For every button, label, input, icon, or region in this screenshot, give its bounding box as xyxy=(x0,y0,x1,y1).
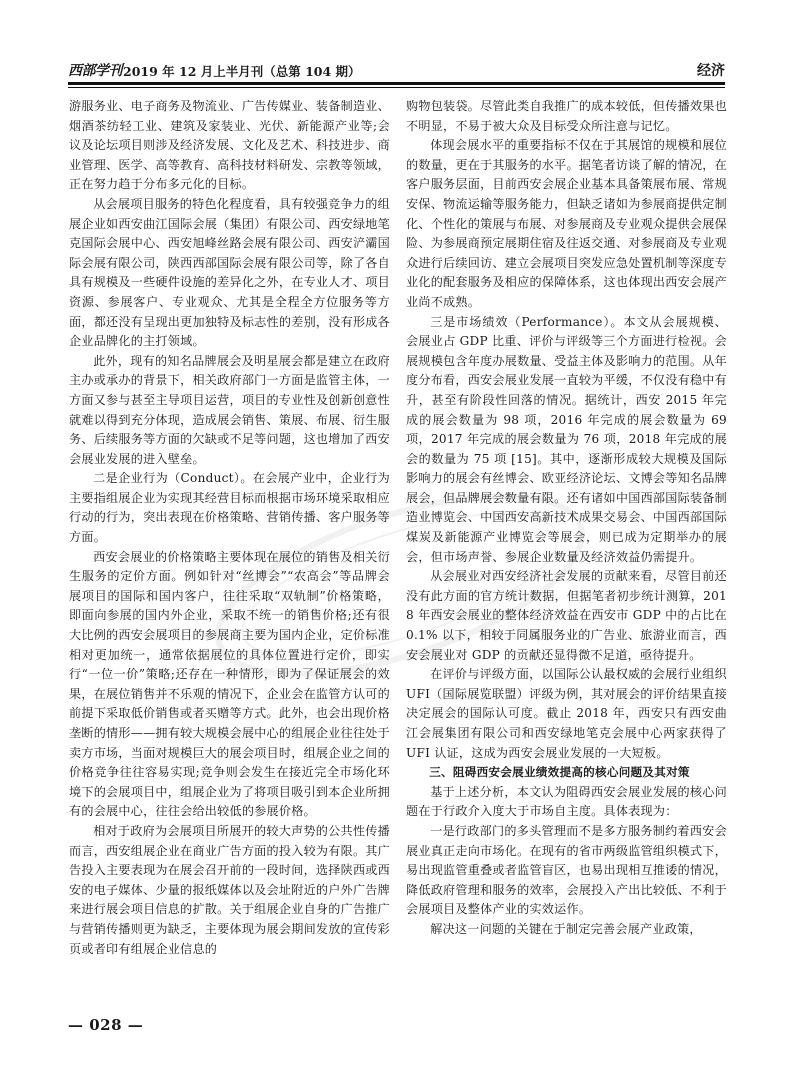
left-column xyxy=(69,97,390,959)
journal-issue-line xyxy=(68,60,361,80)
header-rule-thick xyxy=(68,82,725,85)
paragraph: 体现会展水平的重要指标不仅在于其展馆的规模和展位的数量，更在于其服务的水平。据笔者访谈了解的情况，在客户服务层面，目前西安会展企业基本具备策展布展、常规安保、物流运输等服务能力，但缺乏诸如为参展商提供定制化、个性化的策展与布展、对参展商及专业观众提供会展保险、为参展商预定展期住宿及往返交通、对参展商及专业观众进行后续回访、建立会展项目突发应急处置机制等深度专业化的配套服务及相应的保障体系，这也体现出西安会展产业尚不成熟。 xyxy=(406,138,727,309)
paragraph: 从会展项目服务的特色化程度看，具有较强竞争力的组展企业如西安曲江国际会展（集团）有限公司、西安绿地笔克国际会展中心、西安旭峰丝路会展有限公司、西安浐灞国际会展有限公司，陕西西部国际会展有限公司等，除了各自具有规模及一些硬件设施的差异化之外，在专业人才、项目资源、参展客户、专业观众、尤其是全程全方位服务等方面，都还没有呈现出更加独特及标志性的差别，没有形成各企业品牌化的主打领域。 xyxy=(69,196,390,349)
header-rule-thin xyxy=(68,87,725,88)
paragraph: 此外，现有的知名品牌展会及明星展会都是建立在政府主办或承办的背景下，相关政府部门一方面是监管主体，一方面又参与甚至主导项目运营，项目的专业性及创新创意性就难以得到充分体现，造成展会销售、策展、布展、衍生服务、后续服务等方面的欠缺或不足等问题，这也增加了西安会展业发展的进入壁垒。 xyxy=(69,353,390,466)
journal-name: 西部学刊 xyxy=(68,63,122,79)
section-heading: 三、阻碍西安会展业绩效提高的核心问题及其对策 xyxy=(429,765,690,780)
paragraph: 一是行政部门的多头管理而不是多方服务制约着西安会展业真正走向市场化。在现有的省市两级监管组织模式下，易出现监管重叠或者监管盲区，也易出现相互推诿的情况，降低政府管理和服务的效率，会展投入产出比较低、不利于会展项目及整体产业的实效运作。 xyxy=(406,823,727,917)
paragraph: 相对于政府为会展项目所展开的较大声势的公共性传播而言，西安组展企业在商业广告方面的投入较为有限。其广告投入主要表现为在展会召开前的一段时间，选择陕西或西安的电子媒体、少量的报纸媒体以及会址附近的户外广告牌来进行展会项目信息的扩散。关于组展企业自身的广告推广与营销传播则更为缺乏，主要体现为展会期间发放的宣传彩页或者印有组展企业信息的 xyxy=(69,823,390,956)
running-header xyxy=(68,50,725,80)
paragraph: 游服务业、电子商务及物流业、广告传媒业、装备制造业、烟酒茶纺轻工业、建筑及家装业、光伏、新能源产业等;会议及论坛项目则涉及经济发展、文化及艺术、科技进步、商业管理、医学、高等教育、高科技材料研发、宗教等领域，正在努力趋于分布多元化的目标。 xyxy=(69,99,390,192)
section-label: 经济 xyxy=(697,63,725,79)
paragraph: 从会展业对西安经济社会发展的贡献来看，尽管目前还没有此方面的官方统计数据，但据笔者初步统计测算，2018 年西安会展业的整体经济效益在西安市 GDP 中的占比在 0.1% 以下，相较于同属服务业的广告业、旅游业而言，西安会展业对 GDP 的贡献还显得微不足道，亟待提升。 xyxy=(406,569,727,662)
paragraph: 解决这一问题的关键在于制定完善会展产业政策， xyxy=(430,921,702,936)
paragraph: 购物包装袋。尽管此类自我推广的成本较低，但传播效果也不明显，不易于被大众及目标受众所注意与记忆。 xyxy=(406,99,727,133)
paragraph: 基于上述分析，本文认为阻碍西安会展业发展的核心问题在于行政介入度大于市场自主度。具体表现为： xyxy=(406,784,727,819)
paragraph: 三是市场绩效（Performance）。本文从会展规模、会展业占 GDP 比重、评价与评级等三个方面进行检视。会展规模包含年度办展数量、受益主体及影响力的范围。从年度分布看，西安会展业发展一直较为平缓，不仅没有稳中有升，甚至有阶段性回落的情况。据统计，西安 2015 年完成的展会数量为 98 项，2016 年完成的展会数量为 69 项，2017 年完成的展会数量为 76 项，2018 年完成的展会的数量为 75 项 [15]。其中，逐渐形成较大规模及国际影响力的展会有丝博会、欧亚经济论坛、文博会等知名品牌展会，但品牌展会数量有限。还有诸如中国西部国际装备制造业博览会、中国西安高新技术成果交易会、中国西部国际煤炭及新能源产业博览会等展会，则已成为定期举办的展会，但市场声誉、参展企业数量及经济效益仍需提升。 xyxy=(406,314,727,564)
paragraph: 二是企业行为（Conduct）。在会展产业中，企业行为主要指组展企业为实现其经营目标而根据市场环境采取相应行动的行为，突出表现在价格策略、营销传播、客户服务等方面。 xyxy=(69,471,390,545)
right-column xyxy=(406,97,727,940)
paragraph: 西安会展业的价格策略主要体现在展位的销售及相关衍生服务的定价方面。例如针对“丝博会”“农高会”等品牌会展项目的国际和国内客户，往往采取“双轨制”价格策略，即面向参展的国内外企业，采取不统一的销售价格;还有很大比例的西安会展项目的参展商主要为国内企业，定价标准相对更加统一，通常依据展位的具体位置进行定价，即实行“一位一价”策略;还存在一种情形，即为了保证展会的效果，在展位销售并不乐观的情况下，企业会在监管方认可的前提下采取低价销售或者买赠等方式。此外，也会出现价格垄断的情形——拥有较大规模会展中心的组展企业往往处于卖方市场，当面对规模巨大的展会项目时，组展企业之间的价格竞争往往容易实现;竞争则会发生在接近完全市场化环境下的会展项目中，组展企业为了将项目吸引到本企业所拥有的会展中心，往往会给出较低的参展价格。 xyxy=(69,549,390,819)
page-number: — 028 — xyxy=(68,1016,144,1034)
paragraph: 在评价与评级方面，以国际公认最权威的会展行业组织 UFI（国际展览联盟）评级为例，其对展会的评价结果直接决定展会的国际认可度。截止 2018 年，西安只有西安曲江会展集团有限公司和西安绿地笔克会展中心两家获得了 UFI 认证，这成为西安会展业发展的一大短板。 xyxy=(406,667,727,760)
issue-info: 2019 年 12 月上半月刊（总第 104 期） xyxy=(123,64,361,79)
